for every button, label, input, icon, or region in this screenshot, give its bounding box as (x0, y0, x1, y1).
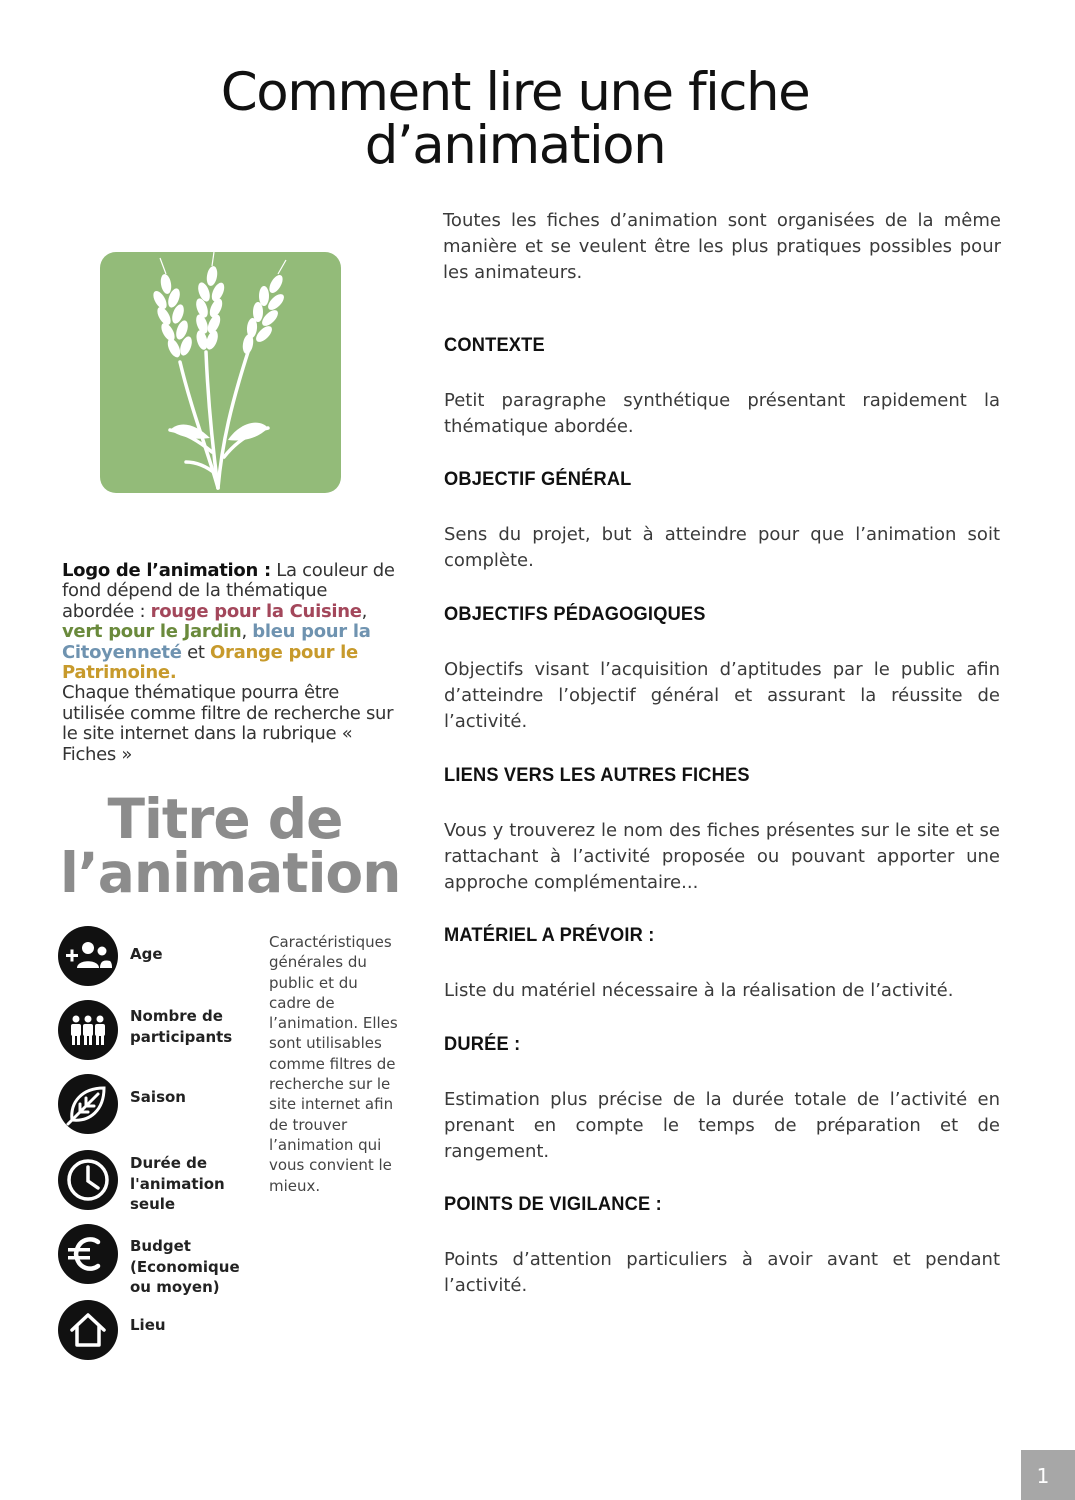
section-heading: LIENS VERS LES AUTRES FICHES (444, 765, 750, 786)
characteristic-label (130, 1006, 232, 1047)
separator: et (181, 641, 211, 663)
section-text: Points d’attention particuliers à avoir avant et pendant l’activité. (444, 1249, 1000, 1296)
theme-cuisine: rouge pour la Cuisine (150, 600, 362, 622)
participants-icon (58, 1000, 118, 1060)
characteristics-description: Caractéristiques générales du public et du cadre de l’animation. Elles sont utilisables comme filtres de recherche sur le site internet afin de trouver l’animation qui vous convient le mieux. (269, 933, 398, 1195)
label-line: participants (130, 1027, 233, 1046)
section-objectif-general (444, 468, 1000, 574)
section-vigilance (444, 1193, 1000, 1299)
section-contexte (444, 334, 1000, 440)
label-line: l'animation (130, 1174, 225, 1193)
animation-title (60, 787, 401, 905)
section-heading: DURÉE : (444, 1034, 521, 1055)
label-line: Budget (130, 1237, 191, 1255)
page-number: 1 (1036, 1464, 1050, 1488)
section-heading: OBJECTIF GÉNÉRAL (444, 469, 632, 490)
house-icon (58, 1300, 118, 1360)
label-line: Durée de (130, 1154, 208, 1172)
label-line: Nombre de (130, 1007, 223, 1025)
label-line: Saison (130, 1088, 186, 1106)
label-line: seule (130, 1195, 176, 1213)
logo-description (62, 561, 397, 765)
theme-patrimoine: Orange pour le Patrimoine. (62, 641, 358, 684)
animation-title-line-2: l’animation (60, 841, 401, 905)
characteristic-label (130, 1087, 186, 1108)
section-duree (444, 1033, 1000, 1165)
page-number-box (1021, 1450, 1075, 1500)
section-text: Objectifs visant l’acquisition d’aptitudes par le public afin d’atteindre l’objectif général et assurant la réussite de l’activité. (444, 659, 1000, 732)
characteristic-label (130, 1315, 166, 1336)
group-add-icon (58, 926, 118, 986)
euro-icon (58, 1224, 118, 1284)
separator: , (241, 621, 253, 643)
page-title-line-1: Comment lire une fiche (220, 62, 810, 123)
logo-description-label: Logo de l’animation : (62, 560, 271, 581)
section-text: Sens du projet, but à atteindre pour que l’animation soit complète. (444, 524, 1000, 571)
characteristic-label (130, 944, 163, 965)
animation-title-line-1: Titre de (107, 787, 343, 851)
section-text: Petit paragraphe synthétique présentant rapidement la thématique abordée. (444, 390, 1000, 437)
section-heading: MATÉRIEL A PRÉVOIR : (444, 925, 655, 946)
theme-jardin: vert pour le Jardin (62, 621, 242, 643)
page-title-line-2: d’animation (364, 115, 666, 176)
section-objectifs-pedagogiques (444, 603, 1000, 735)
animation-logo (100, 252, 341, 493)
section-text: Estimation plus précise de la durée totale de l’activité en prenant en compte le temps de préparation et de rangement. (444, 1089, 1000, 1162)
logo-description-text: La couleur de fond dépend de la thématique abordée : (62, 560, 395, 622)
section-heading: POINTS DE VIGILANCE : (444, 1194, 662, 1215)
label-line: (Economique (130, 1257, 240, 1276)
label-line: Lieu (130, 1316, 166, 1334)
label-line: Age (130, 945, 163, 963)
intro-paragraph: Toutes les fiches d’animation sont organisées de la même manière et se veulent être les plus pratiques possibles pour les animateurs. (443, 210, 1001, 283)
label-line: ou moyen) (130, 1278, 220, 1296)
theme-citoyennete: bleu pour la Citoyenneté (62, 621, 371, 663)
logo-description-filter-text: Chaque thématique pourra être utilisée comme filtre de recherche sur le site internet dans la rubrique « Fiches » (62, 682, 394, 765)
section-materiel (444, 924, 1000, 1004)
page-title (130, 62, 900, 176)
leaf-icon (58, 1074, 118, 1134)
section-liens (444, 764, 1000, 896)
characteristic-label (130, 1153, 225, 1215)
section-text: Liste du matériel nécessaire à la réalisation de l’activité. (444, 980, 954, 1001)
wheat-icon (100, 252, 341, 493)
section-text: Vous y trouverez le nom des fiches présentes sur le site et se rattachant à l’activité proposée ou pouvant apporter une approche complémentaire... (444, 820, 1000, 893)
characteristic-label (130, 1236, 240, 1298)
clock-icon (58, 1150, 118, 1210)
separator: , (361, 600, 368, 622)
section-heading: CONTEXTE (444, 335, 545, 356)
section-heading: OBJECTIFS PÉDAGOGIQUES (444, 604, 706, 625)
